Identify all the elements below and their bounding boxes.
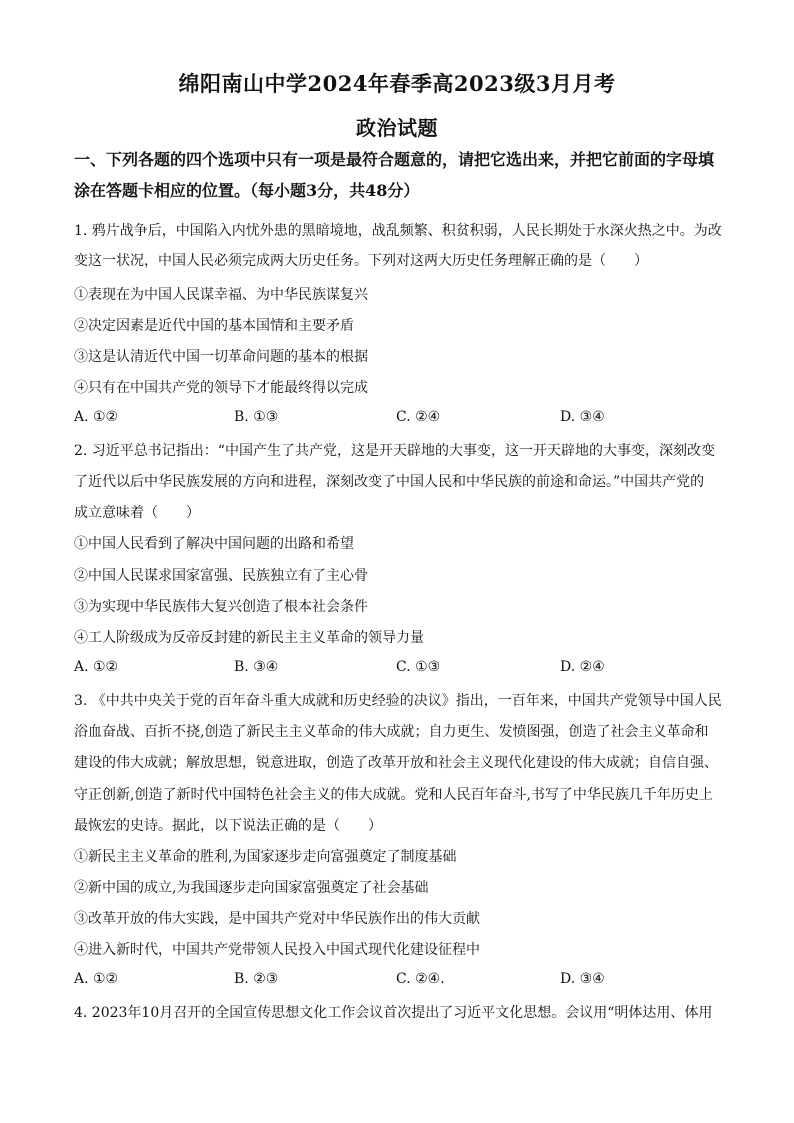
exam-subtitle: 政治试题	[356, 116, 438, 140]
option-a[interactable]: A. ①②	[74, 971, 119, 987]
option-c[interactable]: C. ②④.	[396, 971, 445, 987]
question-3-statement: ③改革开放的伟大实践，是中国共产党对中华民族作出的伟大贡献	[74, 911, 480, 927]
question-1-statement: ②决定因素是近代中国的基本国情和主要矛盾	[74, 318, 354, 334]
question-1-stem-line: 1. 鸦片战争后，中国陷入内忧外患的黑暗境地，战乱频繁、积贫积弱，人民长期处于水深火热之中。为改	[74, 223, 722, 239]
option-c[interactable]: C. ①③	[396, 659, 441, 675]
question-2-statement: ②中国人民谋求国家富强、民族独立有了主心骨	[74, 568, 368, 584]
question-3-stem-line: 3. 《中共中央关于党的百年奋斗重大成就和历史经验的决议》指出，一百年来，中国共产党领导中国人民	[74, 693, 722, 709]
question-3-statement: ④进入新时代，中国共产党带领人民投入中国式现代化建设征程中	[74, 942, 480, 958]
question-2-stem-line: 2. 习近平总书记指出：“中国产生了共产党，这是开天辟地的大事变，这一开天辟地的大事变，深刻改变	[74, 443, 715, 459]
question-3-stem-line: 浴血奋战、百折不挠,创造了新民主主义革命的伟大成就；自力更生、发愤图强，创造了社会主义革命和	[74, 724, 709, 740]
question-1-options	[74, 409, 634, 429]
option-a[interactable]: A. ①②	[74, 659, 119, 675]
question-2-stem-line: 成立意味着（ ）	[74, 505, 200, 521]
exam-title: 绵阳南山中学2024年春季高2023级3月月考	[178, 71, 616, 96]
question-4-stem-line: 4. 2023年10月召开的全国宣传思想文化工作会议首次提出了习近平文化思想。会议用“明体达用、体用	[74, 1005, 713, 1021]
question-2-stem-line: 了近代以后中华民族发展的方向和进程，深刻改变了中国人民和中华民族的前途和命运。”中国共产党的	[74, 474, 705, 490]
section-instruction-line: 一、下列各题的四个选项中只有一项是最符合题意的，请把它选出来，并把它前面的字母填	[74, 150, 715, 169]
option-a[interactable]: A. ①②	[74, 409, 119, 425]
question-3-options	[74, 971, 634, 991]
question-2-statement: ①中国人民看到了解决中国问题的出路和希望	[74, 536, 354, 552]
option-c[interactable]: C. ②④	[396, 409, 441, 425]
question-1-statement: ③这是认清近代中国一切革命问题的基本的根据	[74, 349, 368, 365]
question-1-statement: ④只有在中国共产党的领导下才能最终得以完成	[74, 380, 368, 396]
option-d[interactable]: D. ③④	[560, 409, 605, 425]
question-3-statement: ①新民主主义革命的胜利,为国家逐步走向富强奠定了制度基础	[74, 849, 457, 865]
question-3-stem-line: 建设的伟大成就；解放思想，锐意进取，创造了改革开放和社会主义现代化建设的伟大成就；自信自强、	[74, 755, 718, 771]
question-2-options	[74, 659, 634, 679]
option-b[interactable]: B. ③④	[234, 659, 279, 675]
question-3-statement: ②新中国的成立,为我国逐步走向国家富强奠定了社会基础	[74, 880, 429, 896]
option-d[interactable]: D. ②④	[560, 659, 605, 675]
option-b[interactable]: B. ②③	[234, 971, 279, 987]
question-1-statement: ①表现在为中国人民谋幸福、为中华民族谋复兴	[74, 287, 368, 303]
option-b[interactable]: B. ①③	[234, 409, 279, 425]
question-1-stem-line: 变这一状况，中国人民必须完成两大历史任务。下列对这两大历史任务理解正确的是（ ）	[74, 253, 648, 269]
question-3-stem-line: 最恢宏的史诗。据此，以下说法正确的是（ ）	[74, 818, 382, 834]
question-3-stem-line: 守正创新,创造了新时代中国特色社会主义的伟大成就。党和人民百年奋斗,书写了中华民族几千年历史上	[74, 787, 713, 803]
section-instruction	[74, 144, 722, 206]
section-instruction-line: 涂在答题卡相应的位置。（每小题3分，共48分）	[74, 181, 420, 200]
option-d[interactable]: D. ③④	[560, 971, 605, 987]
question-2-statement: ③为实现中华民族伟大复兴创造了根本社会条件	[74, 599, 368, 615]
question-2-statement: ④工人阶级成为反帝反封建的新民主主义革命的领导力量	[74, 630, 424, 646]
